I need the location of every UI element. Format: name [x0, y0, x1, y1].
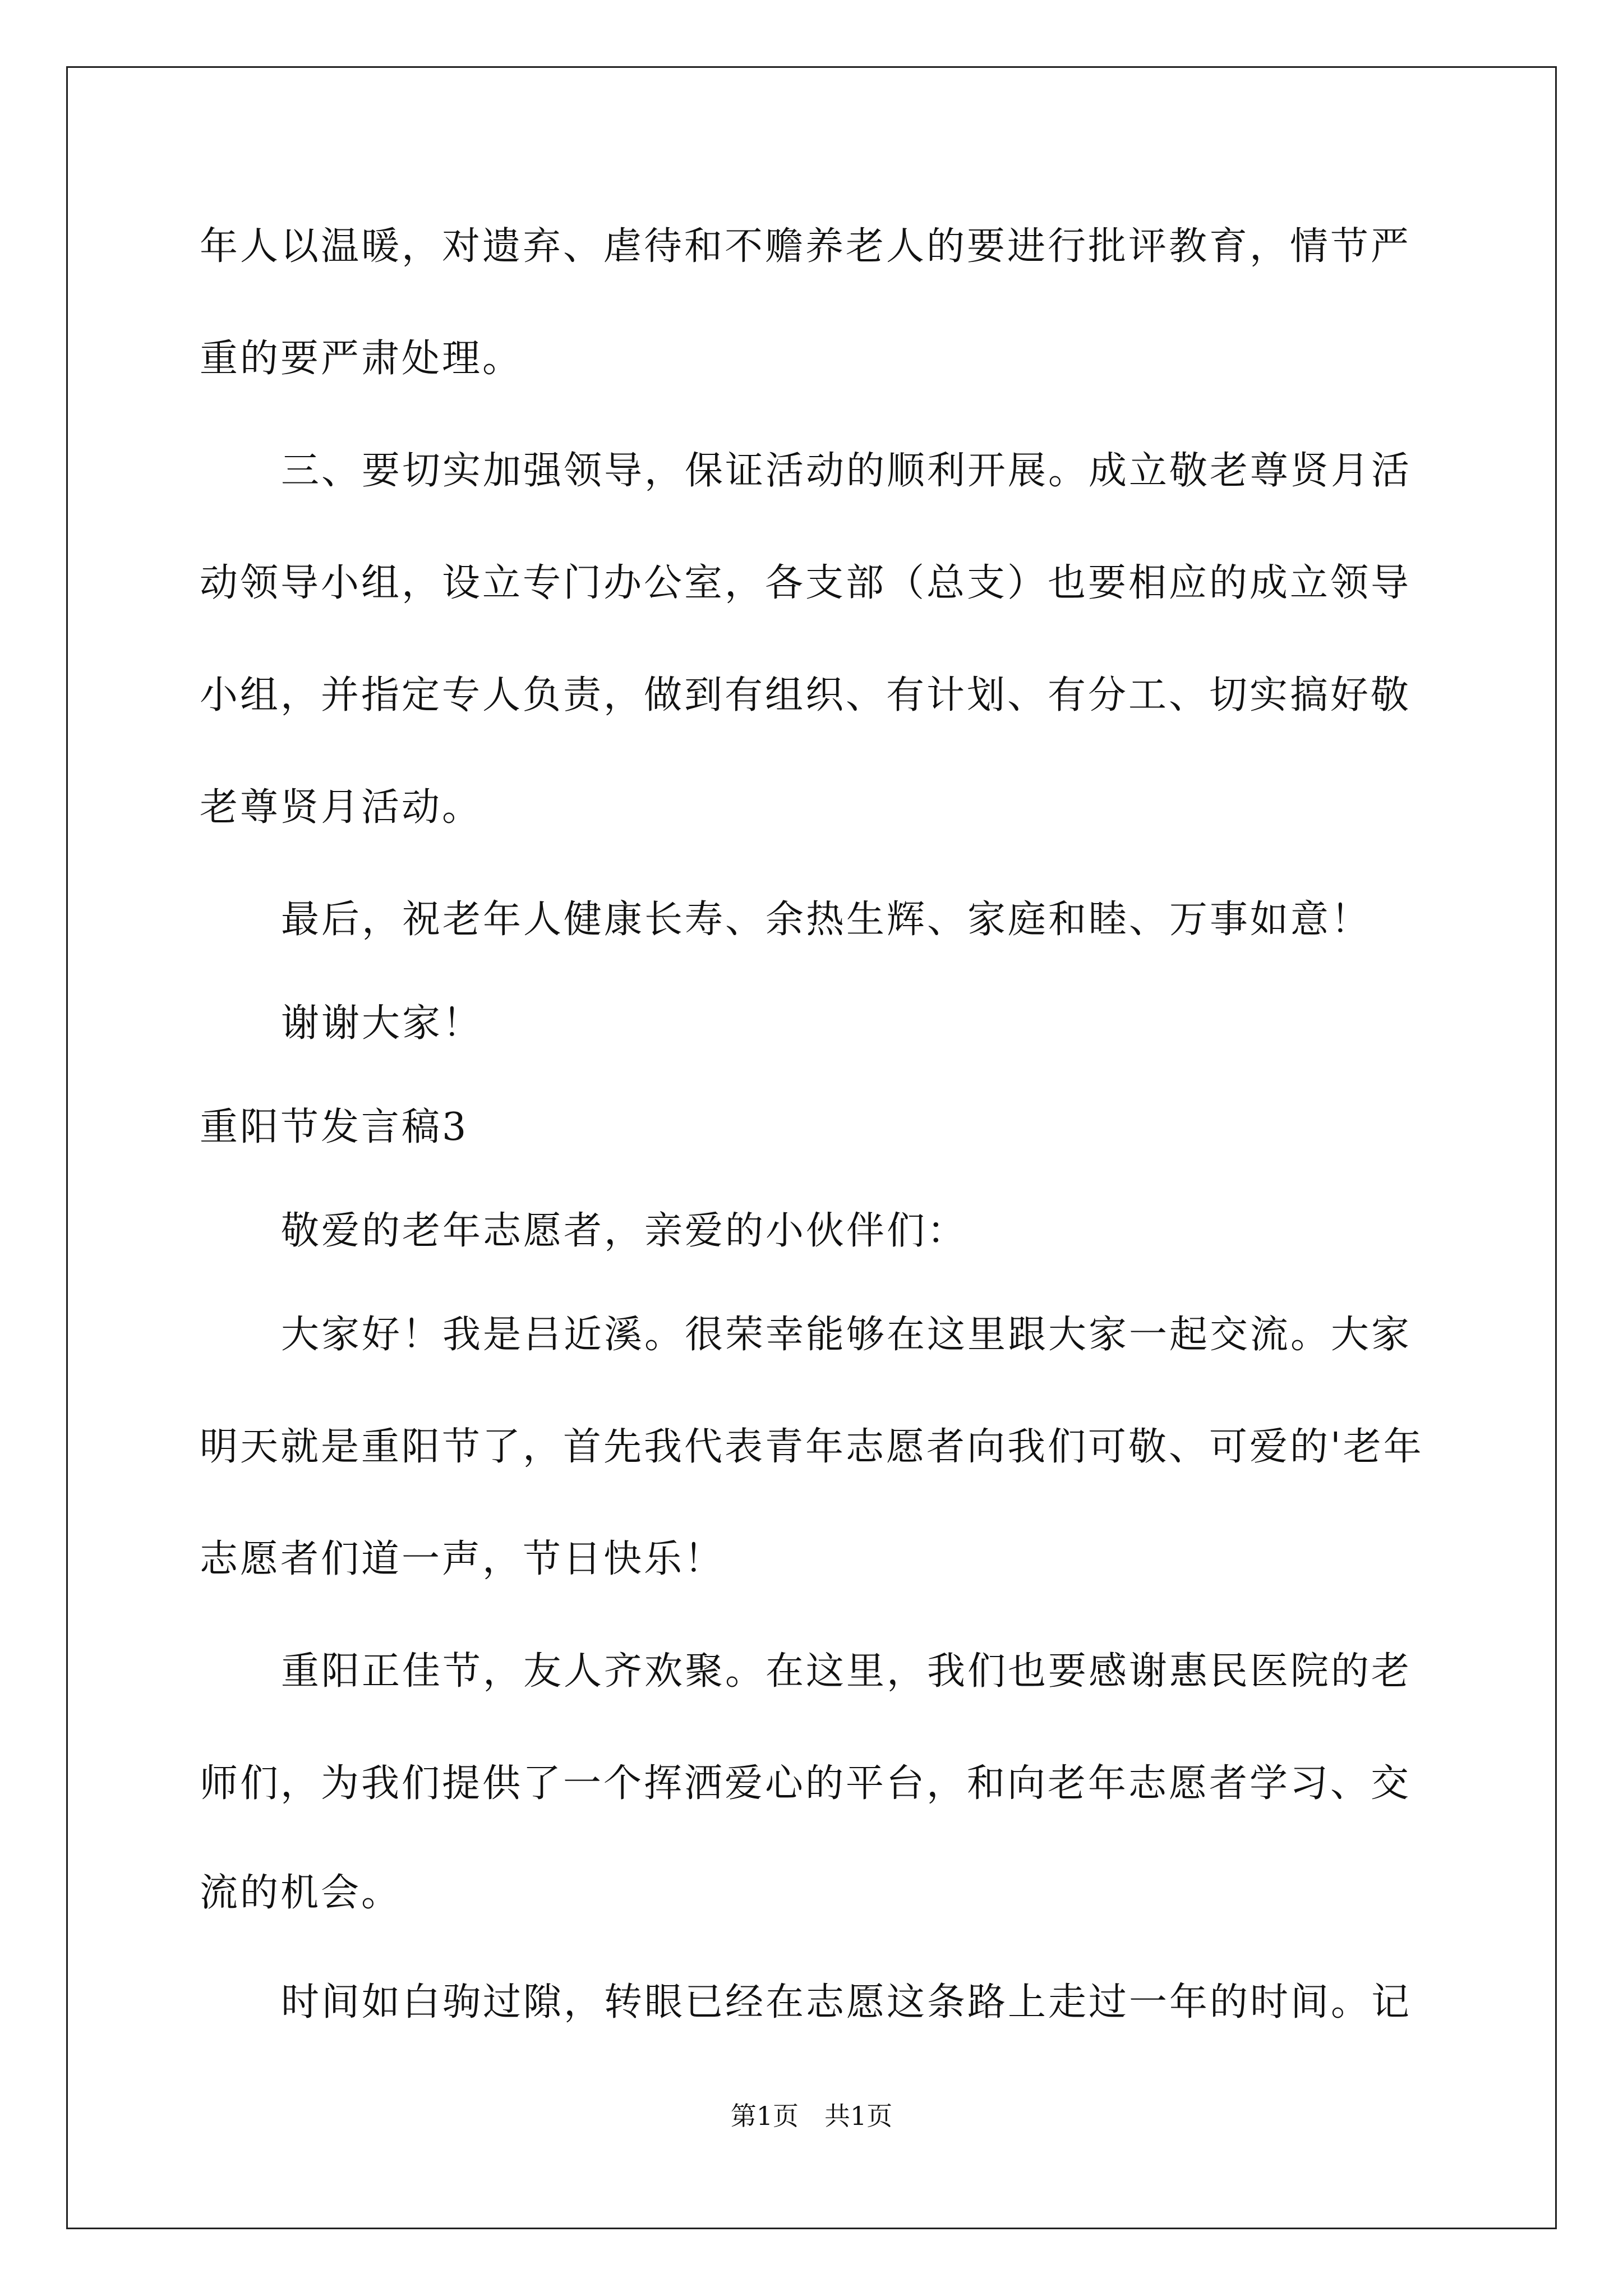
text-line: 动领导小组，设立专门办公室，各支部（总支）也要相应的成立领导 — [200, 561, 1412, 605]
text-line: 敬爱的老年志愿者，亲爱的小伙伴们： — [281, 1209, 968, 1253]
text-line: 时间如白驹过隙，转眼已经在志愿这条路上走过一年的时间。记 — [281, 1980, 1412, 2024]
page-footer: 第1页 共1页 — [730, 2101, 893, 2131]
text-line: 志愿者们道一声，节日快乐！ — [200, 1537, 725, 1581]
section-heading: 重阳节发言稿3 — [200, 1105, 469, 1149]
text-line: 三、要切实加强领导，保证活动的顺利开展。成立敬老尊贤月活 — [281, 449, 1412, 493]
text-line: 小组，并指定专人负责，做到有组织、有计划、有分工、切实搞好敬 — [200, 673, 1412, 717]
text-line: 最后，祝老年人健康长寿、余热生辉、家庭和睦、万事如意！ — [281, 898, 1372, 942]
text-line: 老尊贤月活动。 — [200, 785, 483, 830]
text-line: 年人以温暖，对遗弃、虐待和不赡养老人的要进行批评教育，情节严 — [200, 224, 1412, 269]
text-line: 大家好！我是吕近溪。很荣幸能够在这里跟大家一起交流。大家 — [281, 1313, 1412, 1357]
text-line: 流的机会。 — [200, 1871, 402, 1915]
text-line: 重的要严肃处理。 — [200, 337, 523, 381]
text-line: 师们，为我们提供了一个挥洒爱心的平台，和向老年志愿者学习、交 — [200, 1761, 1412, 1806]
text-line: 重阳正佳节，友人齐欢聚。在这里，我们也要感谢惠民医院的老 — [281, 1649, 1412, 1694]
text-line: 谢谢大家！ — [281, 1001, 483, 1046]
text-line: 明天就是重阳节了，首先我代表青年志愿者向我们可敬、可爱的'老年 — [200, 1425, 1424, 1469]
